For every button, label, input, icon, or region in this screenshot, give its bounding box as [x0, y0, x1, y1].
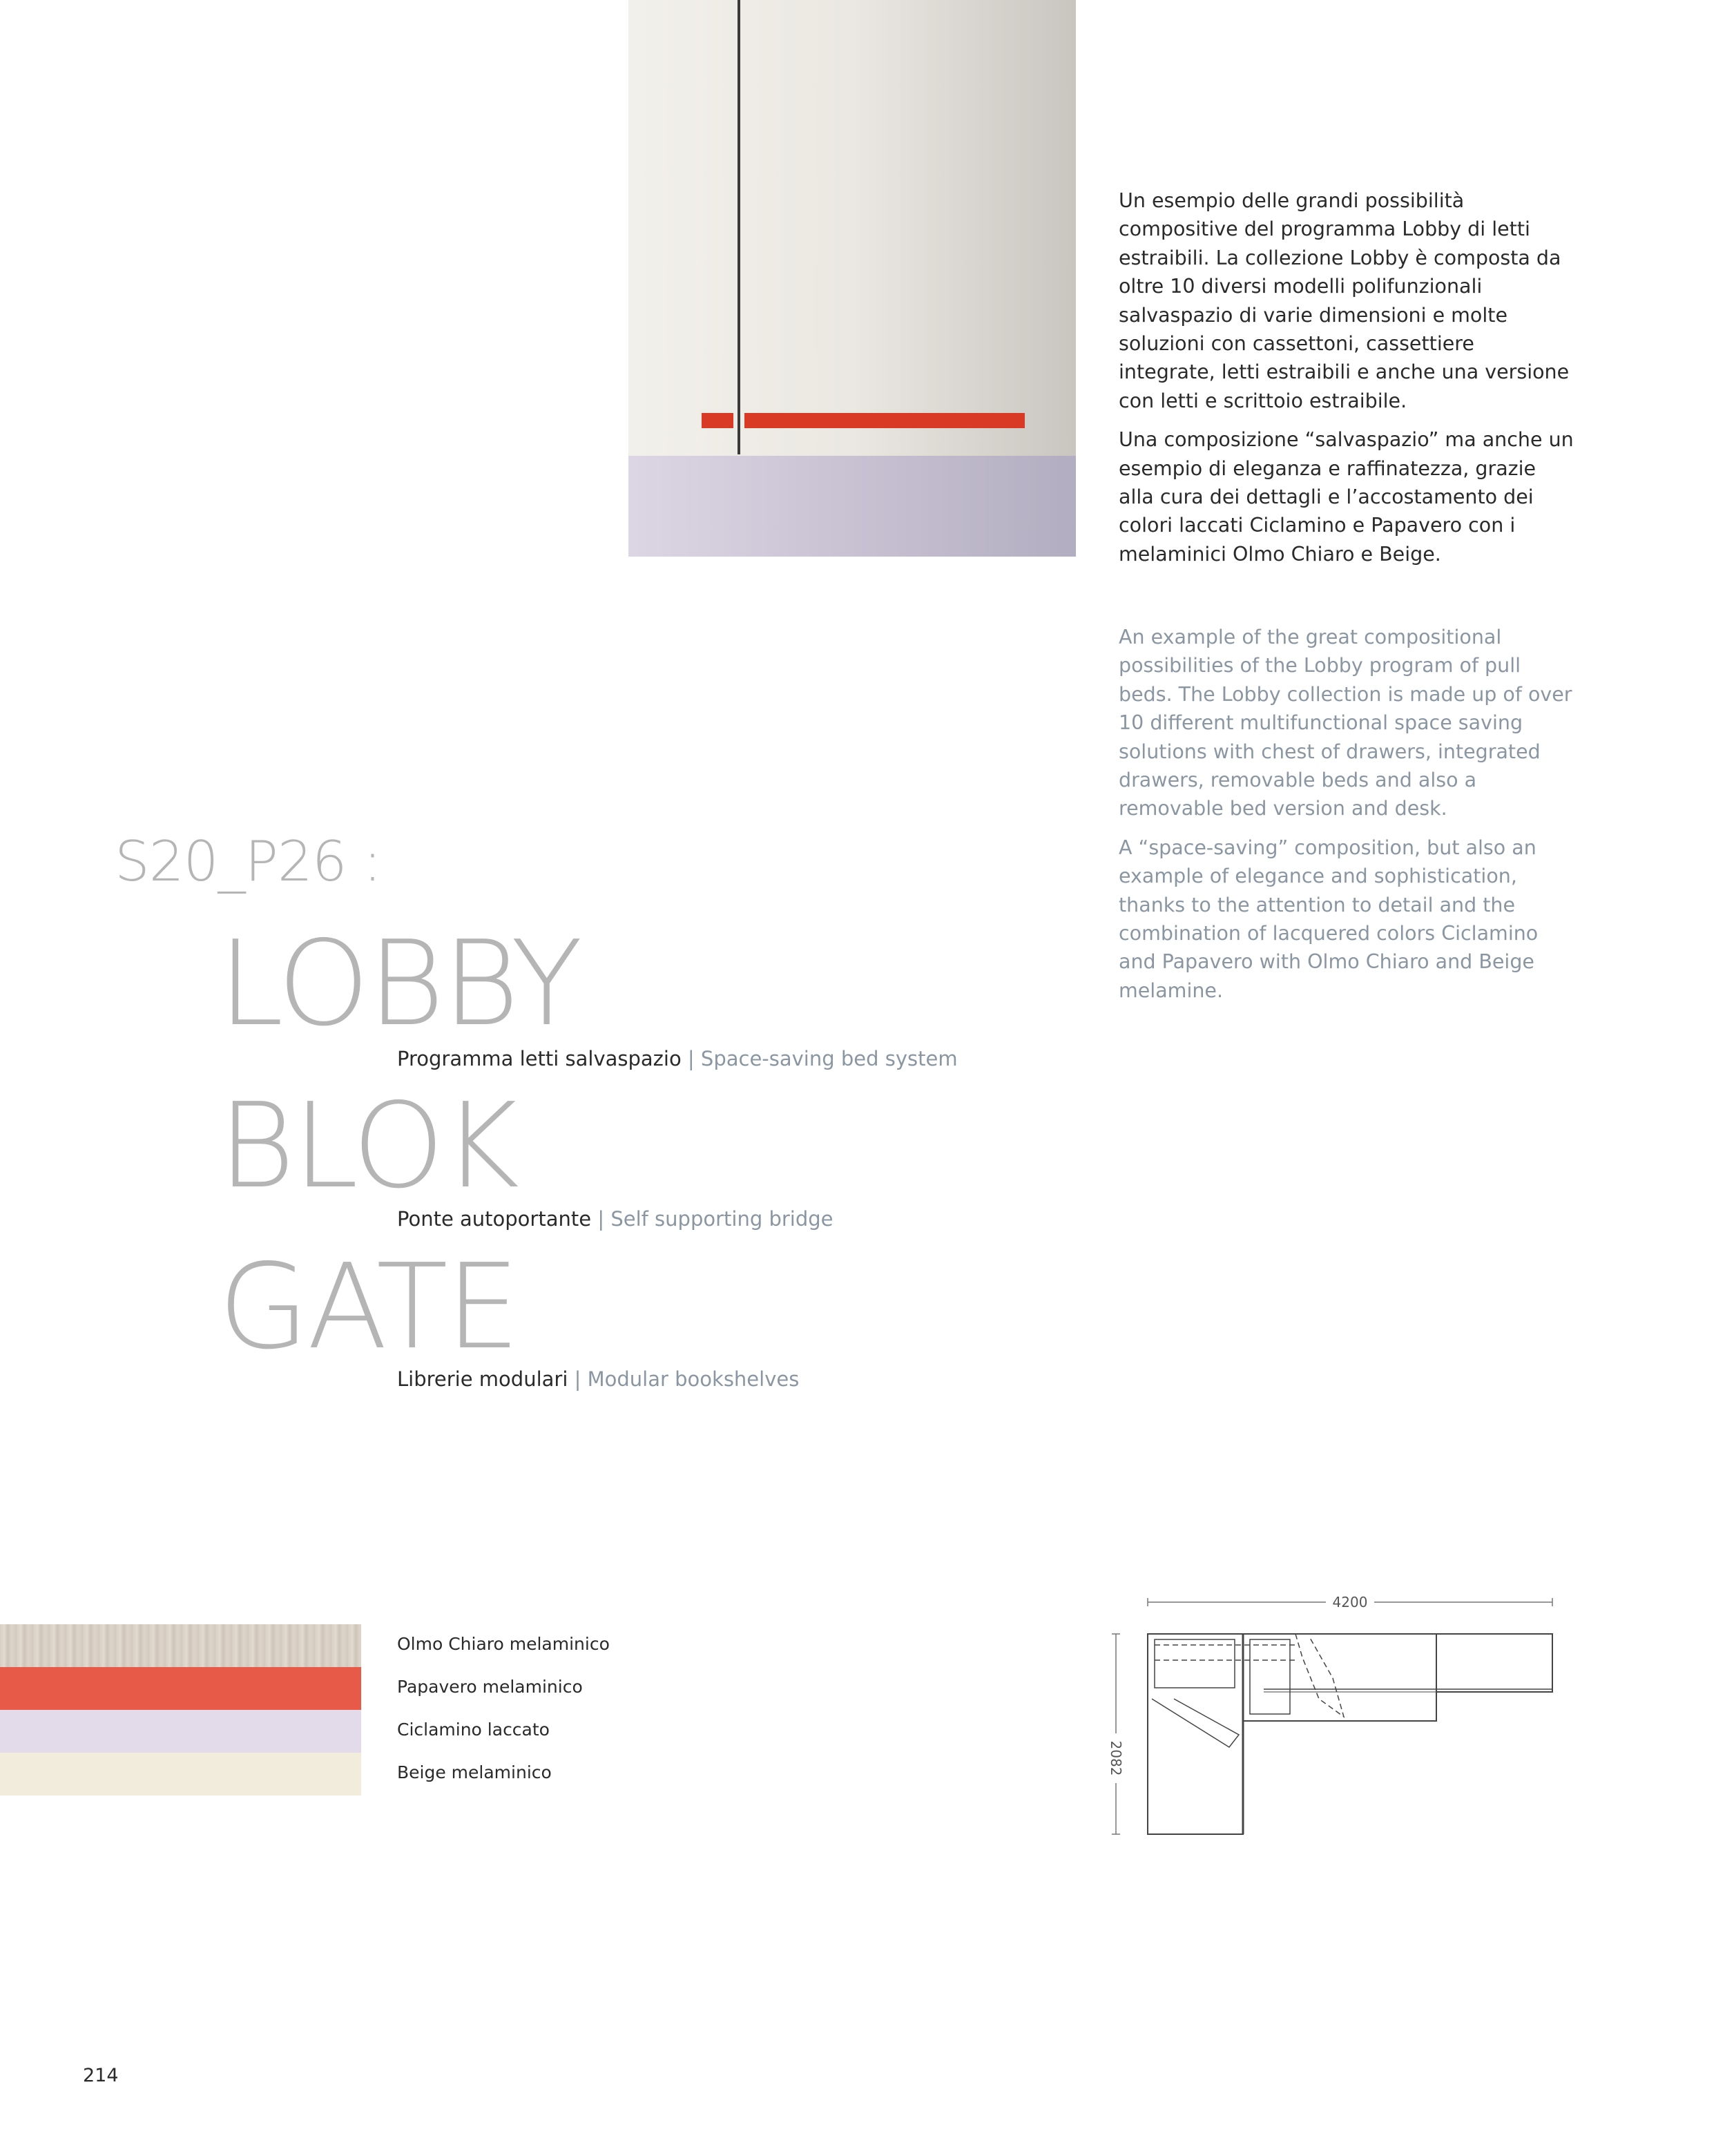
separator: |	[574, 1367, 581, 1391]
floor-plan-drawing	[1098, 1588, 1568, 1854]
product-desc-en: Self supporting bridge	[610, 1207, 833, 1231]
product-desc-blok	[397, 1207, 833, 1231]
product-desc-lobby	[397, 1047, 958, 1070]
bookcase-extension	[1436, 1634, 1552, 1692]
paragraph-it-2: Una composizione “salvaspazio” ma anche un esempio di eleganza e raffinatezza, grazie alla cura dei dettagli e l’accostamento dei colori laccati Ciclamino e Papavero con i melaminici Olmo Chiaro e Beige.	[1119, 428, 1574, 566]
product-desc-it: Librerie modulari	[397, 1367, 568, 1391]
finish-label: Papavero melaminico	[397, 1677, 583, 1697]
swatch-olmo-chiaro	[0, 1624, 361, 1667]
product-desc-it: Ponte autoportante	[397, 1207, 592, 1231]
finish-label: Ciclamino laccato	[397, 1720, 550, 1740]
product-name-lobby: LOBBY	[218, 916, 581, 1052]
paragraph-en-2: A “space-saving” composition, but also an example of elegance and sophistication, thanks to the attention to detail and the combination of lacquered colors Ciclamino and Papavero with Olmo Chiaro and Beige melamine.	[1119, 836, 1539, 1002]
product-desc-en: Space-saving bed system	[700, 1047, 958, 1070]
product-desc-gate	[397, 1367, 799, 1391]
separator: |	[687, 1047, 695, 1070]
page-number: 214	[83, 2065, 119, 2086]
desk-drawer	[1250, 1639, 1290, 1714]
dimension-width-label: 4200	[1332, 1594, 1368, 1610]
swatch-beige	[0, 1753, 361, 1796]
composition-code: S20_P26 :	[115, 829, 381, 894]
product-desc-en: Modular bookshelves	[587, 1367, 800, 1391]
paragraph-it-1: Un esempio delle grandi possibilità compositive del programma Lobby di letti estraibili. La collezione Lobby è composta da oltre 10 diversi modelli polifunzionali salvaspazio di varie dimensioni e molte soluzioni con cassettoni, cassettiere integrate, letti estraibili e anche una versione con letti e scrittoio estraibile.	[1119, 189, 1570, 412]
separator: |	[597, 1207, 605, 1231]
panel-gap	[738, 0, 740, 454]
bookcase-unit	[1243, 1634, 1436, 1721]
bed-outline	[1148, 1634, 1243, 1834]
description-italian	[1119, 186, 1574, 579]
swatch-ciclamino	[0, 1710, 361, 1753]
floor	[628, 456, 1076, 557]
finish-label: Olmo Chiaro melaminico	[397, 1634, 610, 1654]
product-name-gate: GATE	[218, 1239, 519, 1376]
red-handle-long	[744, 413, 1025, 428]
description-english	[1119, 623, 1574, 1015]
product-name-blok: BLOK	[218, 1078, 518, 1215]
paragraph-en-1: An example of the great compositional possibilities of the Lobby program of pull beds. The Lobby collection is made up of over 10 different multifunctional space saving solutions with chest of drawers, integrated drawers, removable beds and also a removable bed version and desk.	[1119, 626, 1572, 820]
dimension-depth-label: 2082	[1108, 1740, 1124, 1776]
swatch-papavero	[0, 1667, 361, 1710]
bed-sheet-fold	[1152, 1699, 1239, 1747]
product-photo	[628, 0, 1076, 557]
finish-label: Beige melaminico	[397, 1762, 552, 1782]
product-desc-it: Programma letti salvaspazio	[397, 1047, 682, 1070]
red-handle-small	[702, 413, 733, 428]
pillow	[1155, 1639, 1235, 1688]
wall-panel	[628, 0, 1076, 457]
door-swing	[1295, 1634, 1344, 1717]
